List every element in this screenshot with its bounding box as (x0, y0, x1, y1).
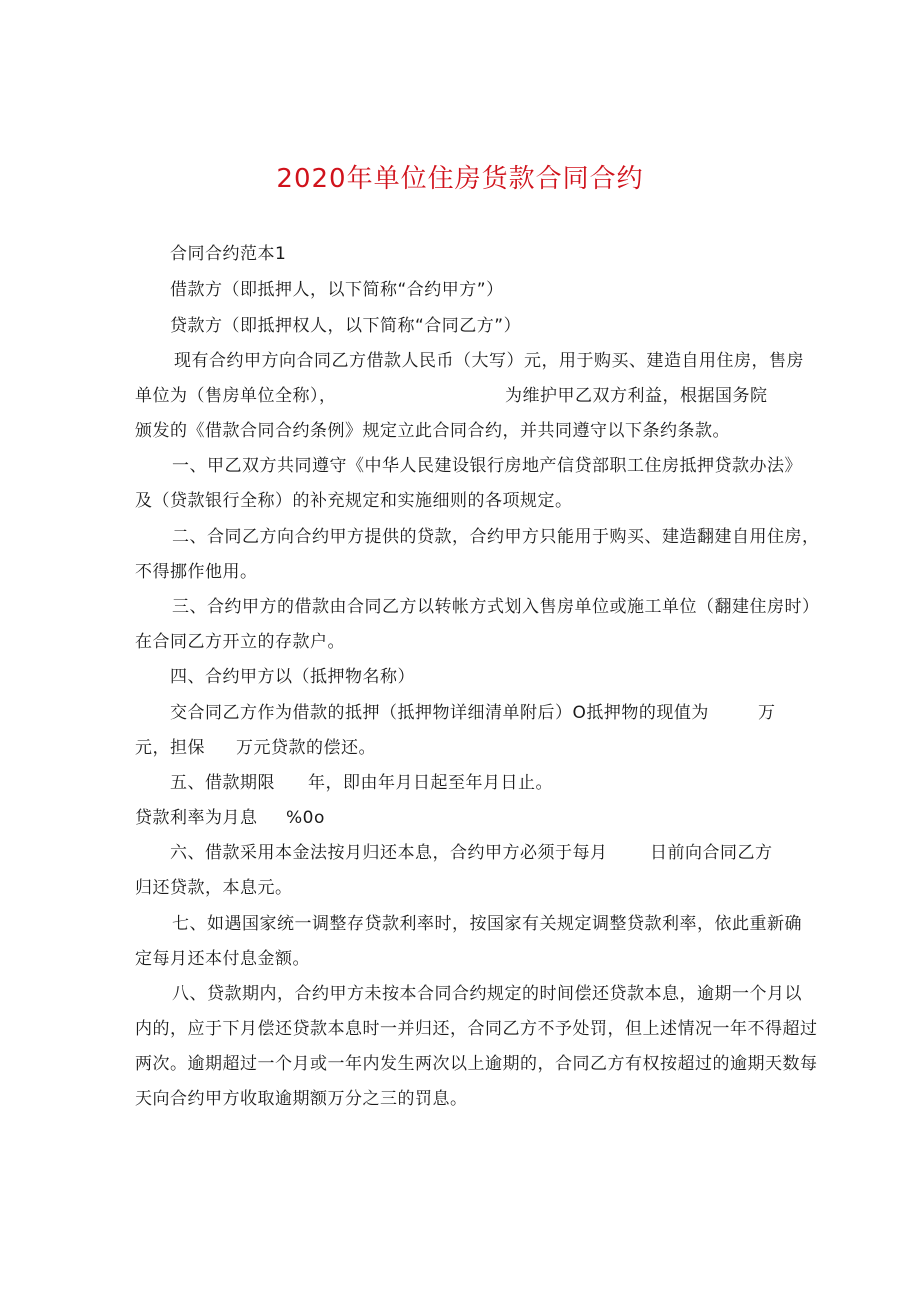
text-line: 交合同乙方作为借款的抵押（抵押物详细清单附后）O抵押物的现值为 (170, 703, 709, 723)
text-line: 为维护甲乙双方利益，根据国务院 (505, 386, 768, 406)
text-line: 五、借款期限 (170, 773, 275, 793)
text-line: 归还贷款，本息元。 (135, 878, 293, 898)
text-line: 合同合约范本1 (170, 244, 287, 264)
text-line: 万 (758, 703, 776, 723)
text-line: 天向合约甲方收取逾期额万分之三的罚息。 (135, 1089, 468, 1109)
text-line: 内的，应于下月偿还贷款本息时一并归还，合同乙方不予处罚，但上述情况一年不得超过 (135, 1019, 818, 1039)
text-line: 七、如遇国家统一调整存贷款利率时，按国家有关规定调整贷款利率，依此重新确 (172, 914, 802, 934)
text-line: 现有合约甲方向合同乙方借款人民币（大写）元，用于购买、建造自用住房，售房 (174, 351, 804, 371)
text-line: 借款方（即抵押人，以下简称“合约甲方”） (170, 280, 504, 300)
text-line: 三、合约甲方的借款由合同乙方以转帐方式划入售房单位或施工单位（翻建住房时） (172, 597, 820, 617)
text-line: %0o (286, 808, 325, 828)
text-line: 两次。逾期超过一个月或一年内发生两次以上逾期的，合同乙方有权按超过的逾期天数每 (135, 1054, 818, 1074)
text-line: 定每月还本付息金额。 (135, 949, 310, 969)
text-line: 四、合约甲方以（抵押物名称） (170, 667, 415, 687)
text-line: 一、甲乙双方共同遵守《中华人民建设银行房地产信贷部职工住房抵押贷款办法》 (172, 456, 802, 476)
text-line: 日前向合同乙方 (650, 843, 773, 863)
text-line: 在合同乙方开立的存款户。 (135, 632, 345, 652)
text-line: 贷款方（即抵押权人，以下简称“合同乙方”） (170, 316, 522, 336)
text-line: 万元贷款的偿还。 (236, 738, 376, 758)
text-line: 颁发的《借款合同合约条例》规定立此合同合约，并共同遵守以下条约条款。 (135, 421, 730, 441)
text-line: 不得挪作他用。 (135, 562, 258, 582)
text-line: 八、贷款期内，合约甲方未按本合同合约规定的时间偿还贷款本息，逾期一个月以 (172, 984, 802, 1004)
text-line: 单位为（售房单位全称）， (135, 386, 337, 406)
text-line: 年，即由年月日起至年月日止。 (308, 773, 553, 793)
text-line: 及（贷款银行全称）的补充规定和实施细则的各项规定。 (135, 491, 573, 511)
text-line: 元，担保 (135, 738, 205, 758)
text-line: 六、借款采用本金法按月归还本息，合约甲方必须于每月 (170, 843, 608, 863)
text-line: 贷款利率为月息 (135, 808, 258, 828)
document-title: 2020年单位住房货款合同合约 (276, 164, 644, 194)
text-line: 二、合同乙方向合约甲方提供的贷款，合约甲方只能用于购买、建造翻建自用住房， (172, 527, 820, 547)
